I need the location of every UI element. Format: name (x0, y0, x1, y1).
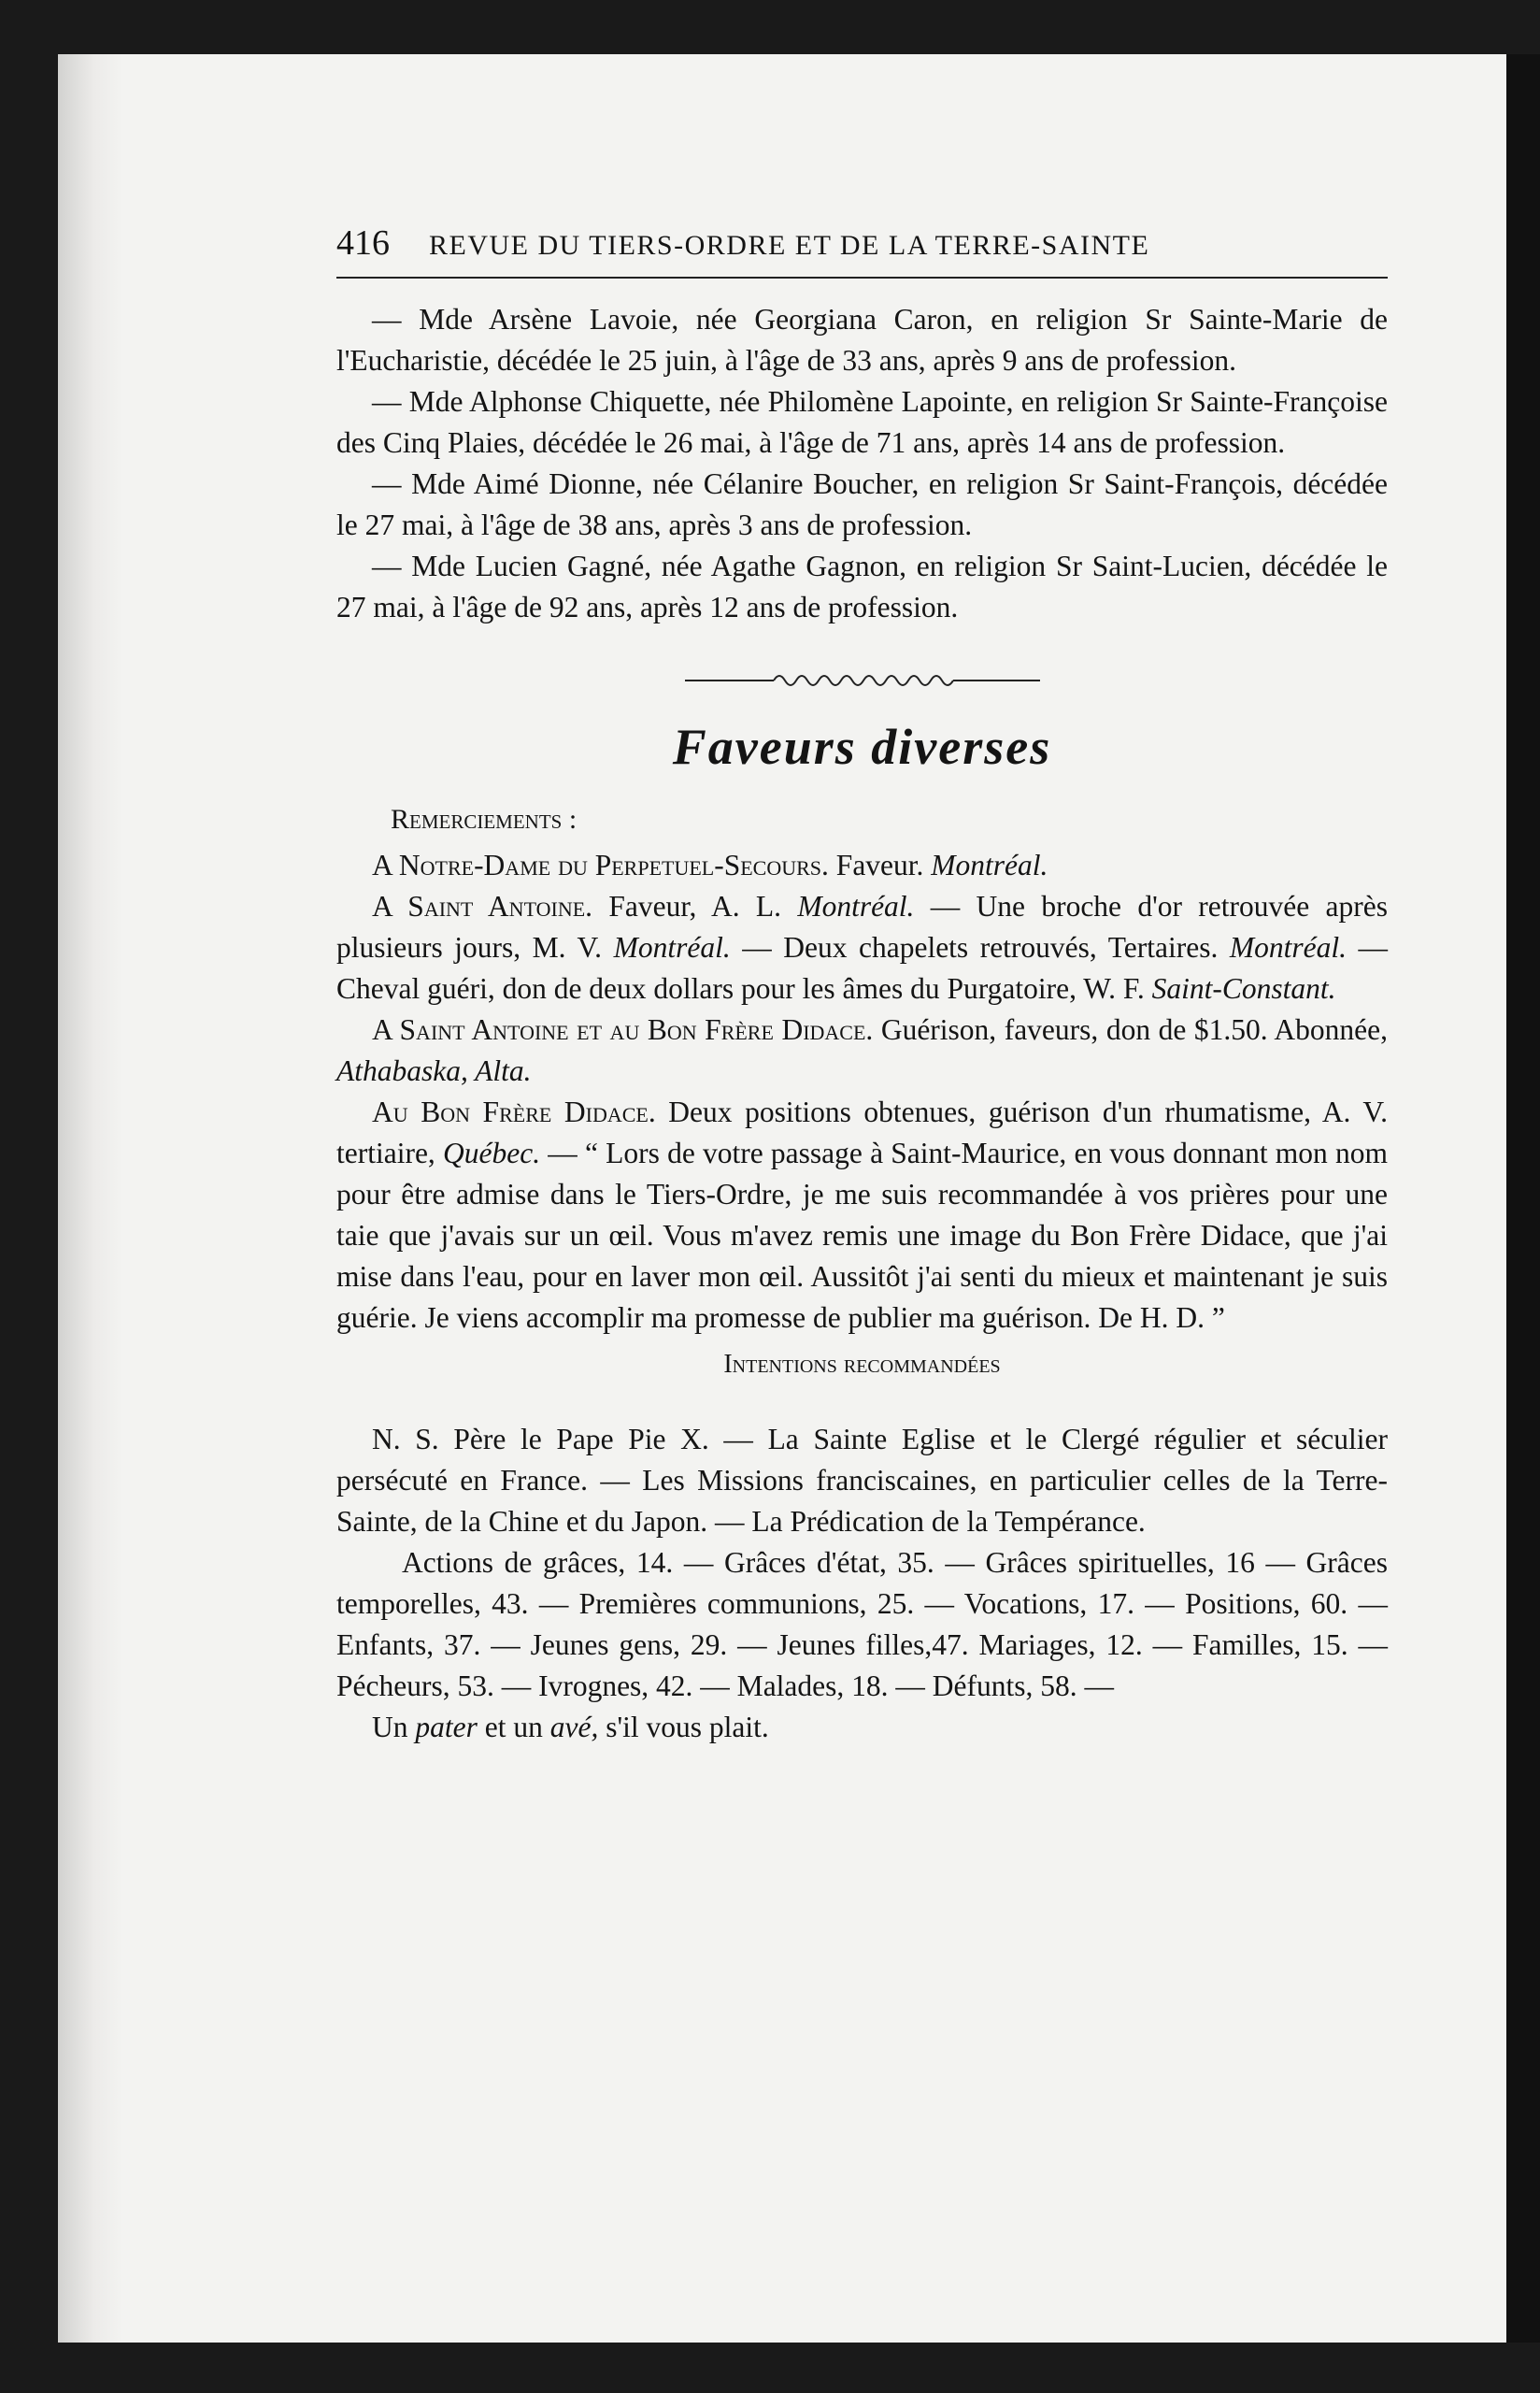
thanks-entry (336, 1092, 1388, 1339)
place-name: Montréal. (613, 931, 731, 964)
thanks-recipient: A Saint Antoine et au Bon Frère Didace. (372, 1013, 874, 1046)
place-name: Montréal. (931, 849, 1048, 881)
thanks-recipient: Au Bon Frère Didace. (372, 1096, 656, 1128)
thanks-text: Guérison, faveurs, don de $1.50. Abonnée, (873, 1013, 1388, 1046)
intentions-paragraph: N. S. Père le Pape Pie X. — La Sainte Eglise et le Clergé régulier et séculier persécuté en France. — Les Missions franciscaines, en particulier celles de la Terre-Sainte, de la Chine et du Japon. — La Prédication de la Tempérance. (336, 1423, 1388, 1538)
obituary-entry: — Mde Aimé Dionne, née Célanire Boucher, en religion Sr Saint-François, décédée le 27 mai, à l'âge de 38 ans, après 3 ans de profession. (336, 467, 1388, 541)
page-text (336, 222, 1388, 1748)
closing-text: et un (477, 1711, 550, 1743)
place-name: Montréal. (797, 890, 915, 923)
section-title: Faveurs diverses (672, 719, 1052, 775)
running-header (336, 222, 1388, 279)
thanks-text: Deux positions obtenues, guérison d'un rhumatisme, A. V. tertiaire, (336, 1096, 1388, 1169)
thanks-text: — Deux chapelets retrouvés, Tertaires. (730, 931, 1230, 964)
page-gutter-shadow (58, 54, 123, 2343)
obituary-entry: — Mde Arsène Lavoie, née Georgiana Caron, en religion Sr Sainte-Marie de l'Eucharistie, décédée le 25 juin, à l'âge de 33 ans, après 9 ans de profession. (336, 303, 1388, 377)
place-name: Québec. (443, 1137, 541, 1169)
obituary-list (336, 299, 1388, 628)
page-number: 416 (336, 223, 390, 263)
running-title: REVUE DU TIERS-ORDRE ET DE LA TERRE-SAINTE (429, 230, 1150, 261)
intentions-heading: Intentions recommandées (723, 1350, 1001, 1379)
thanks-heading: Remerciements : (391, 804, 578, 835)
thanks-text: — Cheval guéri, don de deux dollars pour les âmes du Purgatoire, W. F. (336, 931, 1389, 1005)
closing-text: Un (372, 1711, 416, 1743)
thanks-recipient: A Saint Antoine. (372, 890, 593, 923)
thanks-text: Faveur, A. L. (592, 890, 798, 923)
scan-border (1506, 54, 1540, 2343)
place-name: Athabaska, Alta. (336, 1054, 532, 1087)
obituary-entry: — Mde Alphonse Chiquette, née Philomène Lapointe, en religion Sr Sainte-Françoise des Cinq Plaies, décédée le 26 mai, à l'âge de 71 ans, après 14 ans de profession. (336, 385, 1388, 459)
thanks-text: — “ Lors de votre passage à Saint-Maurice, en vous donnant mon nom pour être admise dans le Tiers-Ordre, je me suis recommandée à vos prières pour une taie que j'avais sur un œil. Vous m'avez remis une image du Bon Frère Didace, que j'ai mise dans l'eau, pour en laver mon œil. Aussitôt j'ai senti du mieux et maintenant je suis guérie. Je viens accomplir ma promesse de publier ma guérison. De H. D. ” (336, 1137, 1388, 1334)
closing-text: s'il vous plait. (598, 1711, 769, 1743)
thanks-entry (336, 886, 1388, 1010)
thanks-recipient: A Notre-Dame du Perpetuel-Secours. (372, 849, 829, 881)
closing-italic: pater (415, 1711, 478, 1743)
thanks-text: — Une broche d'or retrouvée après plusieurs jours, M. V. (336, 890, 1388, 964)
closing-line (336, 1707, 1388, 1748)
place-name: Montréal. (1229, 931, 1347, 964)
obituary-entry: — Mde Lucien Gagné, née Agathe Gagnon, en religion Sr Saint-Lucien, décédée le 27 mai, à l'âge de 92 ans, après 12 ans de profession. (336, 550, 1388, 623)
place-name: Saint-Constant. (1151, 972, 1336, 1005)
intentions-counts: Actions de grâces, 14. — Grâces d'état, 35. — Grâces spirituelles, 16 — Grâces temporelles, 43. — Premières communions, 25. — Vocations, 17. — Positions, 60. — Enfants, 37. — Jeunes gens, 29. — Jeunes filles,47. Mariages, 12. — Familles, 15. — Pécheurs, 53. — Ivrognes, 42. — Malades, 18. — Défunts, 58. — (336, 1546, 1388, 1702)
wavy-rule-ornament (336, 667, 1388, 690)
thanks-entry (336, 845, 1388, 886)
thanks-text: Faveur. (828, 849, 932, 881)
closing-italic: avé, (549, 1711, 599, 1743)
thanks-entry (336, 1010, 1388, 1092)
